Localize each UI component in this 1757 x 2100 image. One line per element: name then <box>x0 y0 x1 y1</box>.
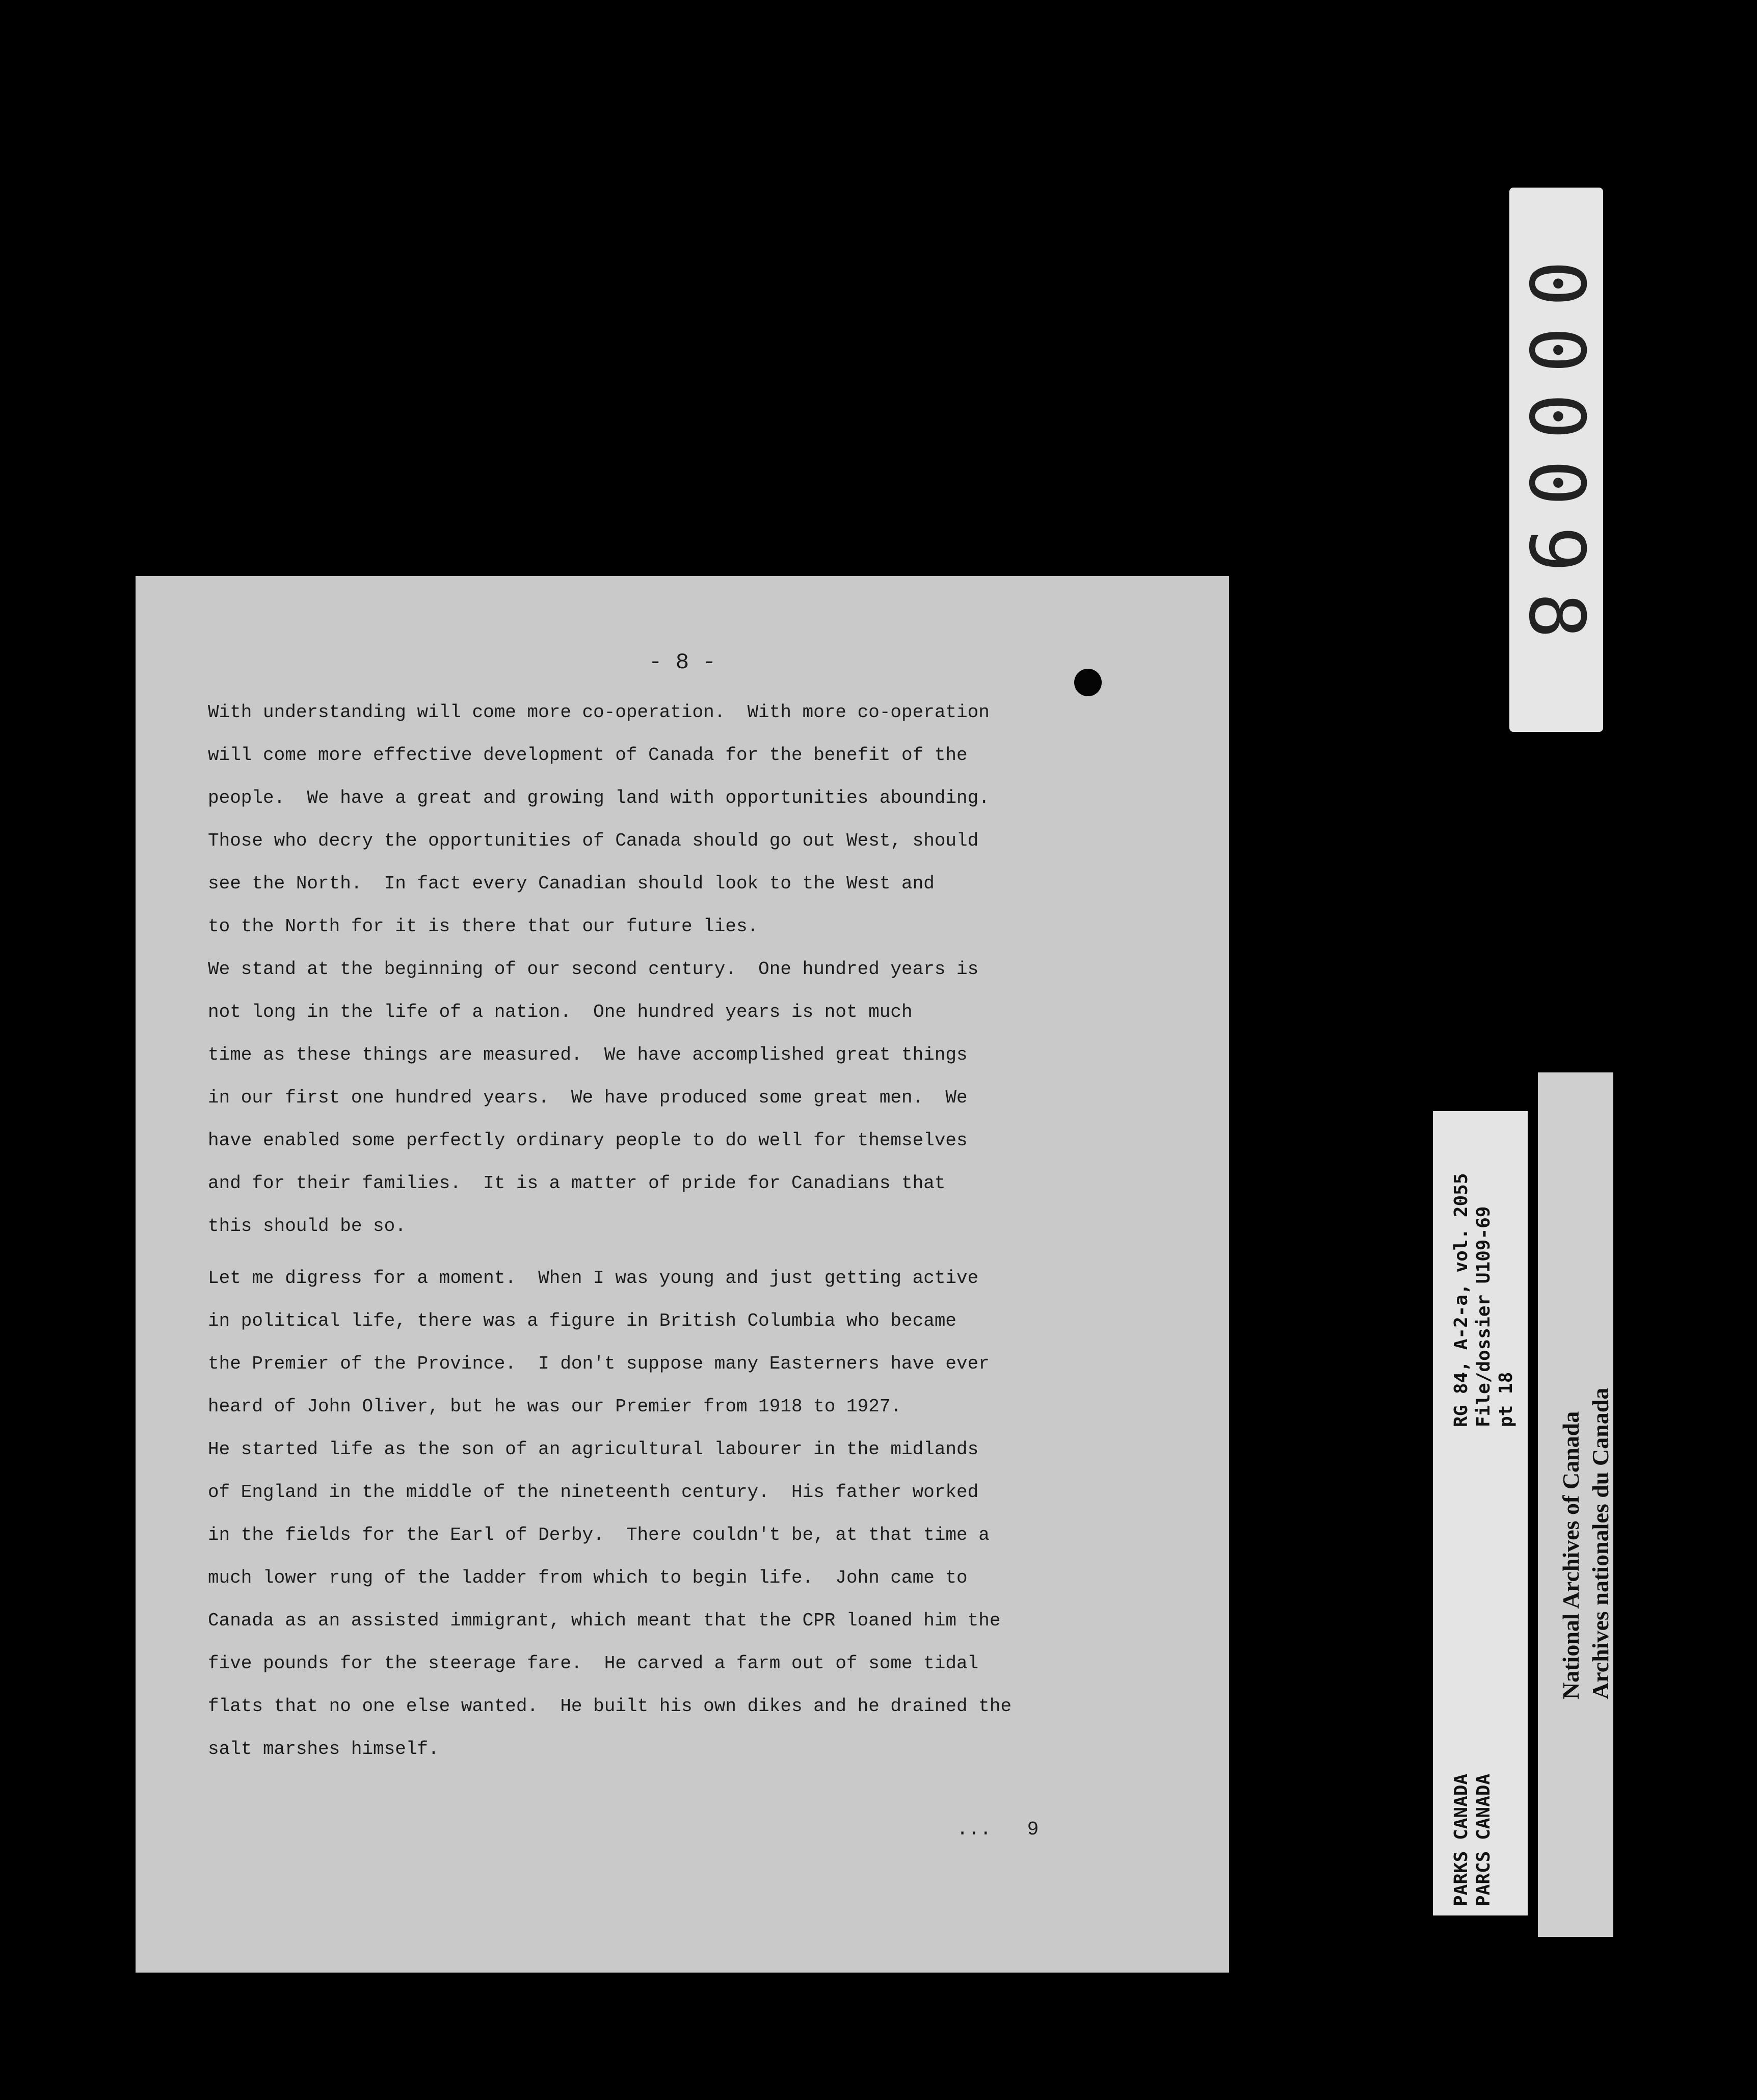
text-line: We stand at the beginning of our second century. One hundred years is <box>208 959 979 980</box>
archives-strip <box>1538 1072 1613 1937</box>
text-line: and for their families. It is a matter of pride for Canadians that <box>208 1173 946 1194</box>
text-line: the Premier of the Province. I don't suppose many Easterners have ever <box>208 1353 990 1374</box>
text-line: Let me digress for a moment. When I was young and just getting active <box>208 1268 979 1289</box>
punch-hole <box>1074 669 1102 696</box>
parks-en: PARKS CANADA <box>1451 1773 1472 1906</box>
text-line: to the North for it is there that our future lies. <box>208 916 759 937</box>
text-line: in political life, there was a figure in British Columbia who became <box>208 1310 957 1331</box>
rg-line-1: RG 84, A-2-a, vol. 2055 <box>1451 1173 1472 1427</box>
parks-fr: PARCS CANADA <box>1473 1773 1494 1906</box>
paragraph-gap <box>208 1248 1044 1257</box>
parks-canada-label <box>1450 1774 1495 1906</box>
text-line: not long in the life of a nation. One hundred years is not much <box>208 1002 913 1022</box>
frame-number-label <box>1509 188 1603 732</box>
page-number: - 8 - <box>648 650 716 675</box>
text-line: see the North. In fact every Canadian should look to the West and <box>208 873 935 894</box>
text-line: flats that no one else wanted. He built his own dikes and he drained the <box>208 1696 1012 1717</box>
text-line: people. We have a great and growing land with opportunities abounding. <box>208 788 990 808</box>
archives-fr: Archives nationales du Canada <box>1587 1387 1613 1699</box>
rg-line-2: File/dossier U109-69 <box>1473 1206 1494 1427</box>
text-line: in the fields for the Earl of Derby. There couldn't be, at that time a <box>208 1525 990 1545</box>
continuation-marker <box>910 1797 1039 1862</box>
text-line: salt marshes himself. <box>208 1739 439 1760</box>
frame-number: 000098 <box>1512 260 1601 659</box>
rg-reference <box>1450 1173 1518 1428</box>
text-line: Canada as an assisted immigrant, which meant that the CPR loaned him the <box>208 1610 1001 1631</box>
text-line: five pounds for the steerage fare. He carved a farm out of some tidal <box>208 1653 979 1674</box>
text-line: heard of John Oliver, but he was our Premier from 1918 to 1927. <box>208 1396 902 1417</box>
text-line: this should be so. <box>208 1216 406 1237</box>
text-line: He started life as the son of an agricultural labourer in the midlands <box>208 1439 979 1460</box>
archives-label <box>1556 1388 1615 1699</box>
text-line: much lower rung of the ladder from which to begin life. John came to <box>208 1567 968 1588</box>
continuation-dots: ... <box>956 1819 992 1841</box>
text-line: time as these things are measured. We have accomplished great things <box>208 1044 968 1065</box>
body-text <box>208 691 1044 1771</box>
reference-strip <box>1433 1111 1528 1915</box>
rg-line-3: pt 18 <box>1496 1372 1516 1427</box>
text-line: Those who decry the opportunities of Canada should go out West, should <box>208 830 979 851</box>
next-page-number: 9 <box>1027 1819 1039 1841</box>
archives-en: National Archives of Canada <box>1558 1411 1584 1699</box>
text-line: With understanding will come more co-operation. With more co-operation <box>208 702 990 723</box>
text-line: have enabled some perfectly ordinary people to do well for themselves <box>208 1130 968 1151</box>
text-line: in our first one hundred years. We have produced some great men. We <box>208 1087 968 1108</box>
text-line: of England in the middle of the nineteenth century. His father worked <box>208 1482 979 1503</box>
document-page <box>136 576 1229 1973</box>
text-line: will come more effective development of Canada for the benefit of the <box>208 745 968 766</box>
